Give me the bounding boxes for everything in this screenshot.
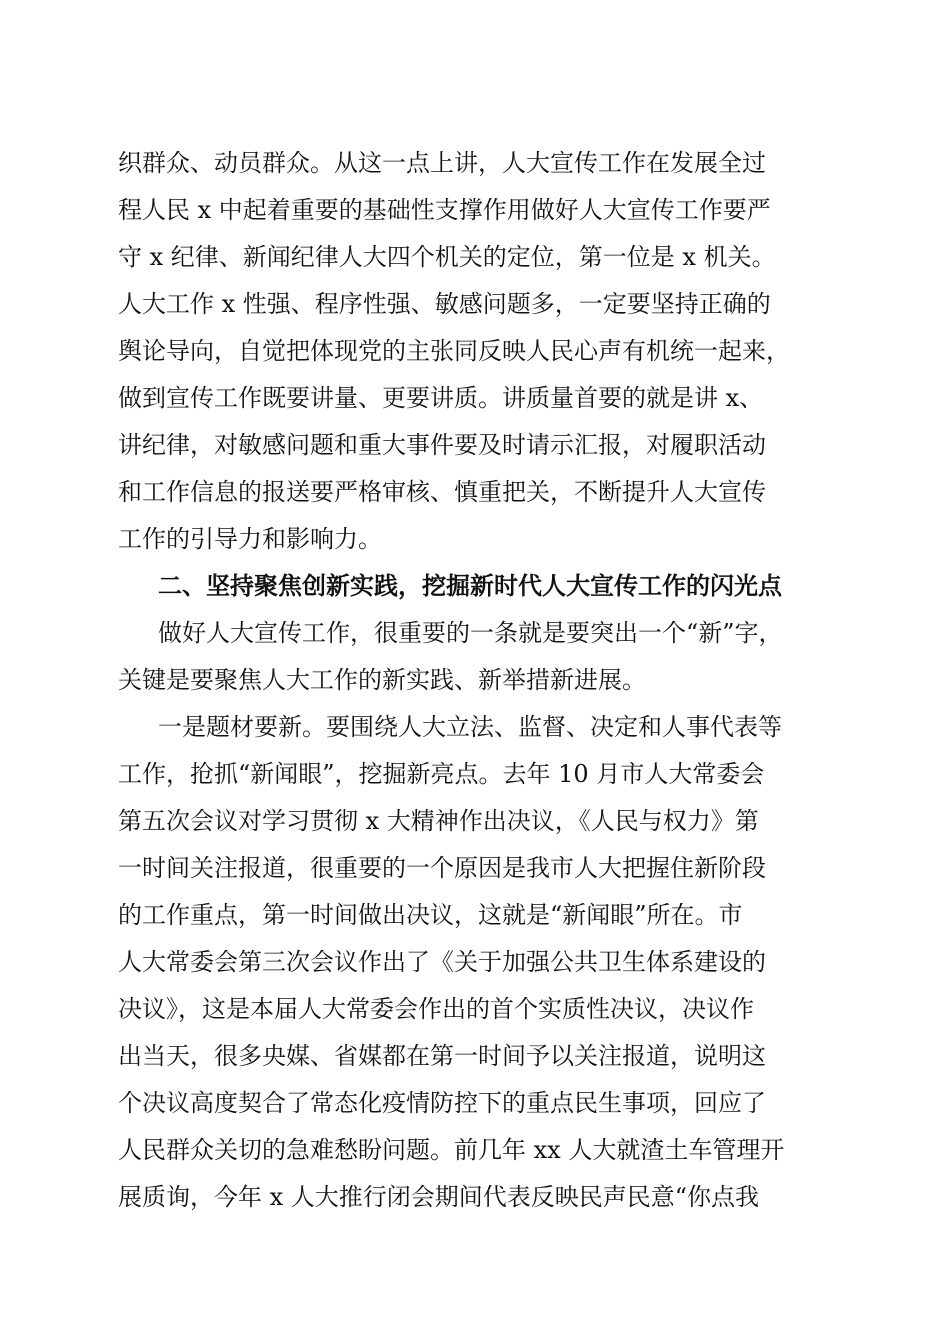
- text-line: [0, 190, 950, 234]
- line-text: 做好人大宣传工作，很重要的一条就是要突出一个“新”字，: [158, 619, 783, 647]
- line-text: 工作，抢抓“新闻眼”，挖掘新亮点。去年 10 月市人大常委会: [118, 760, 765, 788]
- text-line: [0, 1177, 950, 1221]
- text-line: [0, 143, 950, 187]
- line-text: 程人民 x 中起着重要的基础性支撑作用做好人大宣传工作要严: [118, 196, 771, 224]
- line-text: 第五次会议对学习贯彻 x 大精神作出决议，《人民与权力》第: [118, 807, 759, 835]
- section-heading: [0, 566, 950, 610]
- heading-text: 二、坚持聚焦创新实践，挖掘新时代人大宣传工作的闪光点: [158, 572, 782, 600]
- line-text: 守 x 纪律、新闻纪律人大四个机关的定位，第一位是 x 机关。: [118, 243, 776, 271]
- line-text: 舆论导向，自觉把体现党的主张同反映人民心声有机统一起来，: [118, 337, 790, 365]
- text-line: [0, 707, 950, 751]
- line-text: 出当天，很多央媒、省媒都在第一时间予以关注报道，说明这: [118, 1042, 766, 1070]
- line-text: 展质询，今年 x 人大推行闭会期间代表反映民声民意“你点我: [118, 1183, 760, 1211]
- text-line: [0, 425, 950, 469]
- text-line: [0, 472, 950, 516]
- text-line: [0, 660, 950, 704]
- text-line: [0, 284, 950, 328]
- text-line: [0, 331, 950, 375]
- text-line: [0, 895, 950, 939]
- text-line: [0, 613, 950, 657]
- text-line: [0, 801, 950, 845]
- line-text: 人大常委会第三次会议作出了《关于加强公共卫生体系建设的: [118, 948, 766, 976]
- line-text: 工作的引导力和影响力。: [118, 525, 382, 553]
- line-text: 一时间关注报道，很重要的一个原因是我市人大把握住新阶段: [118, 854, 766, 882]
- text-line: [0, 237, 950, 281]
- text-line: [0, 1036, 950, 1080]
- line-text: 讲纪律，对敏感问题和重大事件要及时请示汇报，对履职活动: [118, 431, 766, 459]
- line-text: 织群众、动员群众。从这一点上讲，人大宣传工作在发展全过: [118, 149, 766, 177]
- line-text: 和工作信息的报送要严格审核、慎重把关，不断提升人大宣传: [118, 478, 766, 506]
- text-line: [0, 1083, 950, 1127]
- line-text: 的工作重点，第一时间做出决议，这就是“新闻眼”所在。市: [118, 901, 743, 929]
- text-line: [0, 754, 950, 798]
- line-text: 做到宣传工作既要讲量、更要讲质。讲质量首要的就是讲 x、: [118, 384, 764, 412]
- line-text: 决议》，这是本届人大常委会作出的首个实质性决议，决议作: [118, 995, 754, 1023]
- text-line: [0, 848, 950, 892]
- line-text: 人民群众关切的急难愁盼问题。前几年 xx 人大就渣土车管理开: [118, 1136, 785, 1164]
- line-text: 关键是要聚焦人大工作的新实践、新举措新进展。: [118, 666, 646, 694]
- text-line: [0, 1130, 950, 1174]
- line-text: 一是题材要新。要围绕人大立法、监督、决定和人事代表等: [158, 713, 782, 741]
- text-line: [0, 989, 950, 1033]
- line-text: 人大工作 x 性强、程序性强、敏感问题多，一定要坚持正确的: [118, 290, 771, 318]
- text-line: [0, 519, 950, 563]
- text-line: [0, 942, 950, 986]
- text-line: [0, 378, 950, 422]
- line-text: 个决议高度契合了常态化疫情防控下的重点民生事项，回应了: [118, 1089, 766, 1117]
